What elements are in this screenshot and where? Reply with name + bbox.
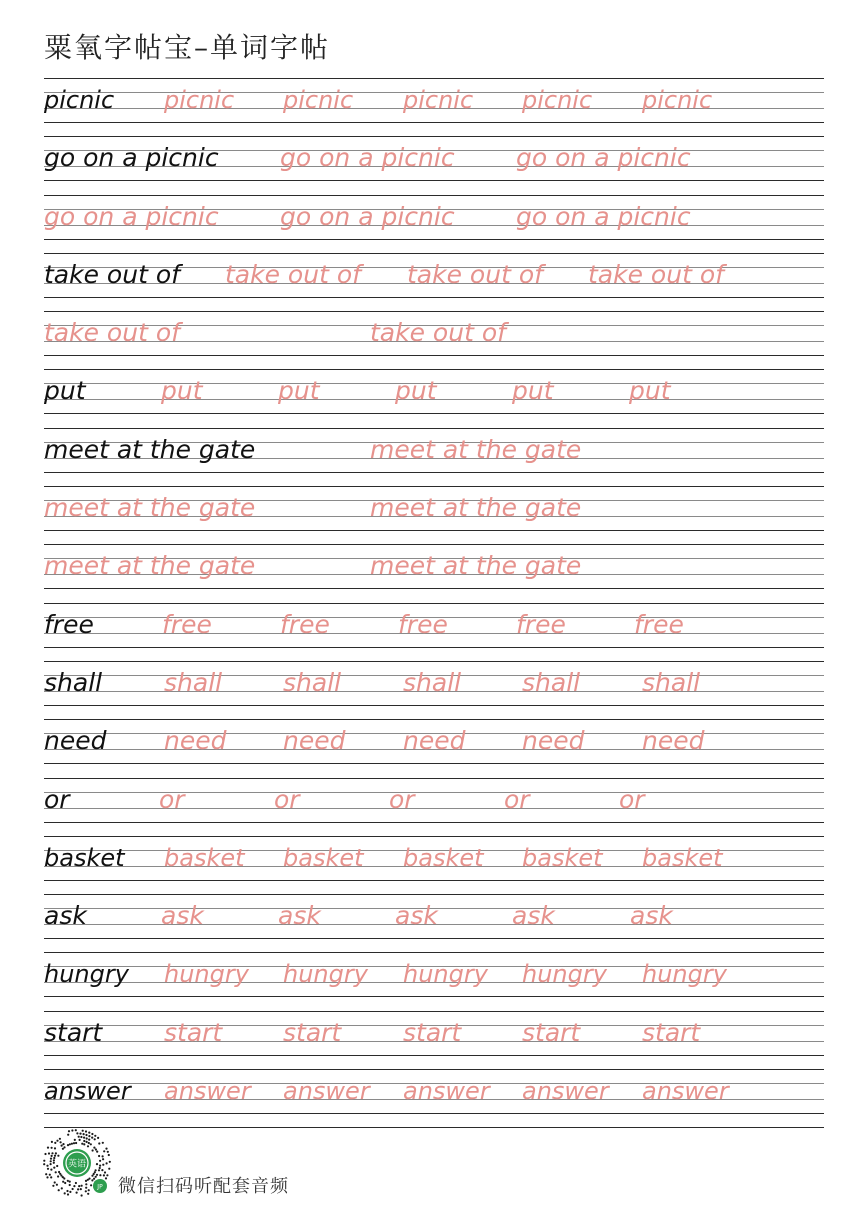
tracing-word: answer bbox=[403, 1077, 490, 1106]
tracing-word: hungry bbox=[283, 960, 368, 989]
tracing-word: shall bbox=[642, 667, 701, 697]
qr-dot bbox=[52, 1185, 54, 1187]
qr-dot bbox=[98, 1169, 100, 1171]
practice-row bbox=[44, 661, 824, 719]
guide-line bbox=[44, 530, 824, 531]
qr-dot bbox=[96, 1163, 98, 1165]
qr-dot bbox=[92, 1149, 94, 1151]
qr-dot bbox=[94, 1138, 96, 1140]
model-word: shall bbox=[44, 667, 103, 697]
tracing-word: meet at the gate bbox=[370, 493, 582, 523]
guide-line bbox=[44, 938, 824, 939]
qr-dot bbox=[101, 1169, 103, 1171]
qr-dot bbox=[83, 1133, 85, 1135]
guide-line bbox=[44, 603, 824, 604]
qr-dot bbox=[87, 1145, 89, 1147]
qr-dot bbox=[96, 1151, 98, 1153]
practice-row bbox=[44, 952, 824, 1010]
tracing-word: shall bbox=[283, 667, 342, 697]
tracing-word: meet at the gate bbox=[44, 551, 256, 581]
tracing-word: need bbox=[522, 726, 585, 756]
qr-dot bbox=[62, 1143, 64, 1145]
tracing-word: basket bbox=[164, 843, 245, 872]
tracing-word: need bbox=[164, 726, 227, 756]
tracing-word: meet at the gate bbox=[44, 493, 256, 523]
model-word: take out of bbox=[44, 259, 180, 289]
qr-dot bbox=[85, 1183, 87, 1185]
qr-dot bbox=[69, 1181, 71, 1183]
qr-dot bbox=[51, 1147, 53, 1149]
qr-dot bbox=[43, 1160, 45, 1162]
qr-dot bbox=[54, 1142, 56, 1144]
tracing-word: ask bbox=[395, 901, 438, 931]
tracing-word: take out of bbox=[225, 259, 361, 289]
practice-row bbox=[44, 253, 824, 311]
qr-dot bbox=[62, 1181, 64, 1183]
qr-dot bbox=[88, 1142, 90, 1144]
guide-line bbox=[44, 78, 824, 79]
qr-dot bbox=[50, 1163, 52, 1165]
tracing-word: go on a picnic bbox=[280, 143, 455, 173]
model-word: picnic bbox=[44, 86, 115, 114]
qr-dot bbox=[50, 1158, 52, 1160]
guide-line bbox=[44, 822, 824, 823]
practice-row bbox=[44, 603, 824, 661]
qr-dot bbox=[57, 1155, 59, 1157]
qr-dot bbox=[81, 1194, 83, 1196]
tracing-word: need bbox=[642, 726, 705, 756]
practice-row bbox=[44, 1069, 824, 1127]
qr-dot bbox=[85, 1130, 87, 1132]
qr-dot bbox=[75, 1182, 77, 1184]
qr-dot bbox=[88, 1132, 90, 1134]
tracing-word: start bbox=[403, 1017, 462, 1047]
qr-dot bbox=[53, 1159, 55, 1161]
tracing-word: or bbox=[619, 784, 645, 814]
practice-row bbox=[44, 544, 824, 602]
qr-dot bbox=[71, 1143, 73, 1145]
model-word: put bbox=[44, 376, 86, 406]
qr-dot bbox=[67, 1144, 69, 1146]
qr-dot bbox=[51, 1141, 53, 1143]
tracing-word: put bbox=[278, 376, 320, 406]
qr-dot bbox=[61, 1145, 63, 1147]
tracing-word: picnic bbox=[642, 86, 713, 114]
qr-dot bbox=[55, 1171, 57, 1173]
model-word: ask bbox=[44, 901, 87, 931]
model-word: basket bbox=[44, 843, 125, 872]
qr-dot bbox=[83, 1143, 85, 1145]
qr-dot bbox=[76, 1192, 78, 1194]
qr-dot bbox=[77, 1188, 79, 1190]
tracing-word: picnic bbox=[403, 86, 474, 114]
model-word: start bbox=[44, 1017, 103, 1047]
qr-dot bbox=[51, 1155, 53, 1157]
guide-line bbox=[44, 297, 824, 298]
guide-line bbox=[44, 719, 824, 720]
tracing-word: start bbox=[283, 1017, 342, 1047]
qr-dot bbox=[98, 1142, 100, 1144]
tracing-word: start bbox=[522, 1017, 581, 1047]
qr-dot bbox=[56, 1140, 58, 1142]
qr-dot bbox=[85, 1187, 87, 1189]
guide-line bbox=[44, 1069, 824, 1070]
qr-dot bbox=[54, 1155, 56, 1157]
guide-line bbox=[44, 311, 824, 312]
qr-dot bbox=[61, 1187, 63, 1189]
practice-row bbox=[44, 78, 824, 136]
qr-dot bbox=[80, 1136, 82, 1138]
tracing-word: go on a picnic bbox=[44, 201, 219, 231]
tracing-word: basket bbox=[403, 843, 484, 872]
qr-dot bbox=[50, 1176, 52, 1178]
guide-line bbox=[44, 836, 824, 837]
practice-row bbox=[44, 1011, 824, 1069]
tracing-word: answer bbox=[642, 1077, 729, 1106]
qr-dot bbox=[108, 1168, 110, 1170]
qr-dot bbox=[58, 1189, 60, 1191]
guide-line bbox=[44, 180, 824, 181]
tracing-word: take out of bbox=[588, 259, 724, 289]
qr-dot bbox=[98, 1155, 100, 1157]
qr-dot bbox=[75, 1142, 77, 1144]
qr-dot bbox=[88, 1139, 90, 1141]
practice-row bbox=[44, 136, 824, 194]
qr-dot bbox=[99, 1165, 101, 1167]
qr-dot bbox=[49, 1174, 51, 1176]
qr-dot bbox=[85, 1180, 87, 1182]
guide-line bbox=[44, 544, 824, 545]
tracing-word: or bbox=[159, 784, 185, 814]
qr-dot bbox=[94, 1135, 96, 1137]
guide-line bbox=[44, 763, 824, 764]
qr-dot bbox=[59, 1138, 61, 1140]
tracing-word: shall bbox=[403, 667, 462, 697]
tracing-word: free bbox=[516, 609, 566, 639]
guide-line bbox=[44, 413, 824, 414]
qr-dot bbox=[86, 1137, 88, 1139]
tracing-word: start bbox=[164, 1017, 223, 1047]
qr-dot bbox=[47, 1147, 49, 1149]
guide-line bbox=[44, 122, 824, 123]
qr-dot bbox=[99, 1167, 101, 1169]
qr-dot bbox=[85, 1190, 87, 1192]
qr-dot bbox=[105, 1177, 107, 1179]
qr-dot bbox=[55, 1152, 57, 1154]
guide-line-bottom bbox=[44, 1127, 824, 1128]
tracing-word: start bbox=[642, 1017, 701, 1047]
tracing-word: hungry bbox=[522, 960, 607, 989]
qr-dot bbox=[64, 1192, 66, 1194]
qr-dot bbox=[102, 1158, 104, 1160]
qr-dot bbox=[75, 1129, 77, 1131]
tracing-word: take out of bbox=[370, 318, 506, 348]
qr-dot bbox=[109, 1161, 111, 1163]
qr-dot bbox=[81, 1185, 83, 1187]
qr-dot bbox=[103, 1174, 105, 1176]
qr-dot bbox=[68, 1130, 70, 1132]
qr-dot bbox=[95, 1148, 97, 1150]
qr-dot bbox=[51, 1152, 53, 1154]
qr-dot bbox=[60, 1141, 62, 1143]
qr-dot bbox=[43, 1163, 45, 1165]
qr-dot bbox=[45, 1173, 47, 1175]
tracing-word: or bbox=[274, 784, 300, 814]
qr-dot bbox=[95, 1176, 97, 1178]
practice-row bbox=[44, 369, 824, 427]
model-word: need bbox=[44, 726, 107, 756]
tracing-word: go on a picnic bbox=[516, 201, 691, 231]
model-word: free bbox=[44, 609, 94, 639]
practice-row bbox=[44, 894, 824, 952]
tracing-word: go on a picnic bbox=[516, 143, 691, 173]
qr-dot bbox=[69, 1143, 71, 1145]
qr-dot bbox=[67, 1193, 69, 1195]
guide-line bbox=[44, 705, 824, 706]
model-word: hungry bbox=[44, 960, 129, 989]
qr-dot bbox=[50, 1160, 52, 1162]
qr-dot bbox=[57, 1175, 59, 1177]
qr-dot bbox=[79, 1139, 81, 1141]
tracing-word: picnic bbox=[283, 86, 354, 114]
tracing-word: basket bbox=[522, 843, 603, 872]
qr-dot bbox=[91, 1137, 93, 1139]
qr-dot bbox=[79, 1133, 81, 1135]
guide-line bbox=[44, 472, 824, 473]
tracing-word: basket bbox=[642, 843, 723, 872]
qr-dot bbox=[67, 1134, 69, 1136]
qr-dot bbox=[66, 1190, 68, 1192]
practice-row bbox=[44, 311, 824, 369]
qr-dot bbox=[96, 1174, 98, 1176]
tracing-word: free bbox=[280, 609, 330, 639]
tracing-word: need bbox=[283, 726, 346, 756]
qr-dot bbox=[69, 1191, 71, 1193]
guide-line bbox=[44, 880, 824, 881]
qr-dot bbox=[53, 1157, 55, 1159]
practice-sheet bbox=[44, 78, 824, 1127]
tracing-word: put bbox=[512, 376, 554, 406]
qr-dot bbox=[105, 1148, 107, 1150]
guide-line bbox=[44, 486, 824, 487]
guide-line bbox=[44, 428, 824, 429]
qr-dot bbox=[91, 1175, 93, 1177]
qr-badge-label: 英语 bbox=[67, 1159, 87, 1170]
guide-line bbox=[44, 647, 824, 648]
qr-dot bbox=[44, 1153, 46, 1155]
qr-dot bbox=[102, 1142, 104, 1144]
qr-dot bbox=[78, 1185, 80, 1187]
guide-line bbox=[44, 195, 824, 196]
model-word: meet at the gate bbox=[44, 434, 256, 464]
qr-dot bbox=[102, 1155, 104, 1157]
tracing-word: picnic bbox=[164, 86, 235, 114]
tracing-word: put bbox=[395, 376, 437, 406]
practice-row bbox=[44, 836, 824, 894]
tracing-word: free bbox=[398, 609, 448, 639]
tracing-word: free bbox=[634, 609, 684, 639]
qr-dot bbox=[106, 1174, 108, 1176]
qr-dot bbox=[53, 1162, 55, 1164]
qr-dot bbox=[46, 1165, 48, 1167]
guide-line bbox=[44, 661, 824, 662]
guide-line bbox=[44, 1055, 824, 1056]
qr-dot bbox=[99, 1160, 101, 1162]
qr-dot bbox=[48, 1152, 50, 1154]
qr-corner-label: JP bbox=[97, 1183, 103, 1191]
qr-dot bbox=[69, 1184, 71, 1186]
qr-dot bbox=[83, 1140, 85, 1142]
qr-dot bbox=[54, 1147, 56, 1149]
qr-dot bbox=[87, 1193, 89, 1195]
practice-row bbox=[44, 778, 824, 836]
tracing-word: hungry bbox=[164, 960, 249, 989]
qr-dot bbox=[54, 1181, 56, 1183]
qr-dot bbox=[104, 1171, 106, 1173]
tracing-word: ask bbox=[630, 901, 673, 931]
qr-dot bbox=[88, 1135, 90, 1137]
qr-dot bbox=[78, 1136, 80, 1138]
qr-dot bbox=[50, 1169, 52, 1171]
qr-dot bbox=[93, 1178, 95, 1180]
tracing-word: take out of bbox=[407, 259, 543, 289]
guide-line bbox=[44, 369, 824, 370]
guide-line bbox=[44, 355, 824, 356]
qr-dot bbox=[95, 1169, 97, 1171]
practice-row bbox=[44, 486, 824, 544]
guide-line bbox=[44, 239, 824, 240]
qr-dot bbox=[56, 1184, 58, 1186]
qr-dot bbox=[88, 1178, 90, 1180]
qr-dot bbox=[73, 1142, 75, 1144]
qr-dot bbox=[76, 1132, 78, 1134]
qr-dot bbox=[99, 1174, 101, 1176]
tracing-word: shall bbox=[164, 667, 223, 697]
qr-dot bbox=[53, 1167, 55, 1169]
qr-dot bbox=[72, 1188, 74, 1190]
qr-dot bbox=[46, 1176, 48, 1178]
tracing-word: answer bbox=[522, 1077, 609, 1106]
qr-dot bbox=[56, 1165, 58, 1167]
mini-program-qr-code[interactable] bbox=[42, 1128, 112, 1198]
qr-dot bbox=[91, 1179, 93, 1181]
qr-dot bbox=[85, 1134, 87, 1136]
qr-dot bbox=[64, 1182, 66, 1184]
tracing-word: meet at the gate bbox=[370, 434, 582, 464]
qr-dot bbox=[91, 1133, 93, 1135]
tracing-word: ask bbox=[161, 901, 204, 931]
tracing-word: answer bbox=[283, 1077, 370, 1106]
model-word: go on a picnic bbox=[44, 143, 219, 173]
tracing-word: ask bbox=[512, 901, 555, 931]
qr-dot bbox=[67, 1180, 69, 1182]
guide-line bbox=[44, 1011, 824, 1012]
tracing-word: answer bbox=[164, 1077, 251, 1106]
tracing-word: shall bbox=[522, 667, 581, 697]
qr-dot bbox=[106, 1162, 108, 1164]
qr-dot bbox=[108, 1154, 110, 1156]
tracing-word: need bbox=[403, 726, 466, 756]
qr-dot bbox=[93, 1147, 95, 1149]
guide-line bbox=[44, 996, 824, 997]
guide-line bbox=[44, 253, 824, 254]
qr-dot bbox=[90, 1184, 92, 1186]
tracing-word: hungry bbox=[642, 960, 727, 989]
tracing-word: meet at the gate bbox=[370, 551, 582, 581]
guide-line bbox=[44, 894, 824, 895]
qr-dot bbox=[86, 1141, 88, 1143]
tracing-word: or bbox=[504, 784, 530, 814]
qr-dot bbox=[90, 1143, 92, 1145]
qr-dot bbox=[73, 1185, 75, 1187]
qr-dot bbox=[71, 1129, 73, 1131]
tracing-word: ask bbox=[278, 901, 321, 931]
practice-row bbox=[44, 428, 824, 486]
tracing-word: take out of bbox=[44, 318, 180, 348]
audio-scan-caption: 微信扫码听配套音频 bbox=[118, 1176, 289, 1197]
qr-dot bbox=[74, 1139, 76, 1141]
guide-line bbox=[44, 952, 824, 953]
tracing-word: basket bbox=[283, 843, 364, 872]
guide-line bbox=[44, 588, 824, 589]
guide-line bbox=[44, 1113, 824, 1114]
qr-dot bbox=[81, 1143, 83, 1145]
qr-dot bbox=[63, 1146, 65, 1148]
guide-line bbox=[44, 136, 824, 137]
practice-row bbox=[44, 719, 824, 777]
guide-line bbox=[44, 778, 824, 779]
tracing-word: hungry bbox=[403, 960, 488, 989]
page-title: 粟氧字帖宝–单词字帖 bbox=[44, 31, 331, 64]
qr-dot bbox=[103, 1150, 105, 1152]
qr-dot bbox=[88, 1189, 90, 1191]
qr-dot bbox=[80, 1188, 82, 1190]
practice-row bbox=[44, 195, 824, 253]
tracing-word: picnic bbox=[522, 86, 593, 114]
qr-dot bbox=[82, 1130, 84, 1132]
qr-dot bbox=[102, 1164, 104, 1166]
qr-dot bbox=[58, 1171, 60, 1173]
tracing-word: put bbox=[629, 376, 671, 406]
qr-dot bbox=[47, 1168, 49, 1170]
qr-dot bbox=[83, 1137, 85, 1139]
model-word: or bbox=[44, 784, 70, 814]
qr-dot bbox=[97, 1137, 99, 1139]
tracing-word: or bbox=[389, 784, 415, 814]
tracing-word: go on a picnic bbox=[280, 201, 455, 231]
qr-dot bbox=[107, 1151, 109, 1153]
model-word: answer bbox=[44, 1077, 131, 1106]
tracing-word: put bbox=[161, 376, 203, 406]
tracing-word: free bbox=[162, 609, 212, 639]
